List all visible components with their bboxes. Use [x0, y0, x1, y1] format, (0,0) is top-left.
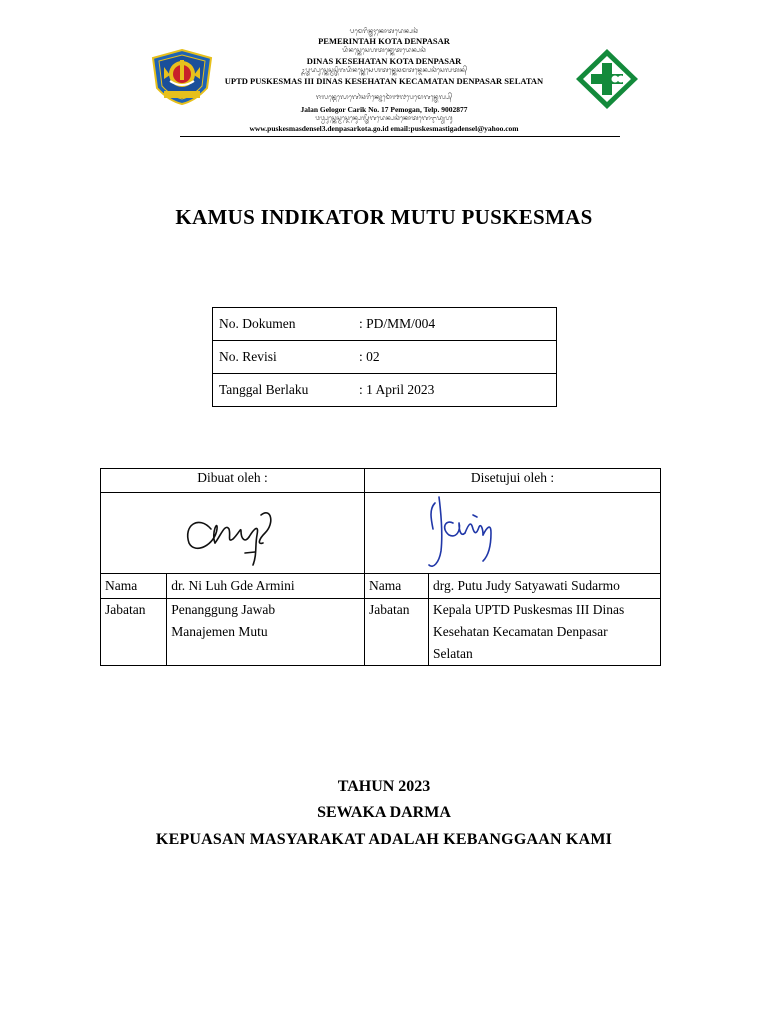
maker-position-line: Penanggung Jawab	[171, 602, 276, 617]
maker-position-label: Jabatan	[101, 599, 167, 666]
effective-date-label: Tanggal Berlaku	[213, 374, 360, 407]
letterhead-rule	[180, 136, 620, 137]
maker-signature-cell	[101, 493, 365, 574]
document-info-row	[213, 341, 557, 374]
letterhead-web-email: www.puskesmasdensel3.denpasarkota.go.id email:puskesmastigadensel@yahoo.com	[249, 124, 519, 133]
letterhead-balinese-line-1: ᬧᬫᬾᬭᬶᬦ᭄ᬢᬄᬓᭀᬢᬤᬾᬦ᭄ᬧᬲᬃ	[349, 28, 419, 35]
position-row	[101, 599, 661, 666]
letterhead-government: PEMERINTAH KOTA DENPASAR	[318, 36, 450, 46]
footer-year: TAHUN 2023	[337, 778, 431, 795]
approver-position-label: Jabatan	[365, 599, 429, 666]
maker-name-label: Nama	[101, 574, 167, 599]
document-info-row	[213, 374, 557, 407]
maker-position	[167, 599, 365, 666]
approval-table	[100, 468, 661, 666]
letterhead-balinese-line-5: ᬯᬯ᭄ᬯ᭄ᬧᬸᬲ᭄ᬓᬾᬲ᭄ᬫᬲ᭄ᬤᬾᬦ᭄ᬲᬾᬮ᭄ᬢᬶᬕᬤᬾᬦ᭄ᬧᬲᬃᬓᭀᬢᬕᭀᬇᬤ᭄ᬬᬳᬸ	[315, 115, 453, 122]
approver-name: drg. Putu Judy Satyawati Sudarmo	[429, 574, 661, 599]
approver-name-label: Nama	[365, 574, 429, 599]
letterhead-balinese-line-4: ᬚᬮᬦ᭄ᬕᬾᬮᭀᬕᭀᬃᬘᬭᬶᬓ᭄ᬦᭀᬫᭀᬃ᭑᭗ᬧᬾᬫᭀᬕᬦ᭄ᬢᬾᬮ᭄ᬧ᭄	[315, 94, 453, 101]
revision-label: No. Revisi	[213, 341, 360, 374]
approver-position	[429, 599, 661, 666]
approver-position-line: Selatan	[433, 646, 473, 661]
maker-position-line: Manajemen Mutu	[171, 624, 268, 639]
approver-position-line: Kepala UPTD Puskesmas III Dinas	[433, 602, 625, 617]
approver-signature	[369, 493, 656, 569]
document-title: KAMUS INDIKATOR MUTU PUSKESMAS	[175, 205, 593, 229]
maker-signature	[105, 493, 360, 569]
document-info-row	[213, 308, 557, 341]
footer-motto: SEWAKA DARMA	[317, 804, 451, 821]
letterhead-unit: UPTD PUSKESMAS III DINAS KESEHATAN KECAMATAN DENPASAR SELATAN	[224, 76, 544, 86]
letterhead-agency: DINAS KESEHATAN KOTA DENPASAR	[306, 56, 462, 66]
effective-date-value: : 1 April 2023	[359, 374, 557, 407]
document-info-table	[212, 307, 557, 407]
letterhead-balinese-line-2: ᬤᬶᬦᬲ᭄ᬓᬾᬲᬾᬳᬢᬦ᭄ᬓᭀᬢᬤᬾᬦ᭄ᬧᬲᬃ	[342, 47, 426, 54]
approved-by-header: Disetujui oleh :	[365, 469, 661, 493]
footer-slogan: KEPUASAN MASYARAKAT ADALAH KEBANGGAAN KAMI	[155, 831, 613, 848]
made-by-header: Dibuat oleh :	[101, 469, 365, 493]
approval-header-row	[101, 469, 661, 493]
name-row	[101, 574, 661, 599]
approver-position-line: Kesehatan Kecamatan Denpasar	[433, 624, 608, 639]
doc-number-value: : PD/MM/004	[359, 308, 557, 341]
puskesmas-cross-icon	[575, 48, 639, 110]
denpasar-city-emblem-icon	[150, 49, 214, 105]
approver-signature-cell	[365, 493, 661, 574]
revision-value: : 02	[359, 341, 557, 374]
signature-row	[101, 493, 661, 574]
letterhead-address: Jalan Gelogor Carik No. 17 Pemogan, Telp. 9002877	[300, 105, 468, 114]
doc-number-label: No. Dokumen	[213, 308, 360, 341]
maker-name: dr. Ni Luh Gde Armini	[167, 574, 365, 599]
letterhead-balinese-line-3: ᬉᬧ᭄ᬢᬤ᭄ᬧᬸᬲ᭄ᬓᬾᬲ᭄ᬫᬲ᭄ᬢᬶᬕᬤᬶᬦᬲ᭄ᬓᬾᬲᬾᬳᬢᬦ᭄ᬓᬾᬘᬫᬢᬦ᭄ᬤᬾᬦ᭄ᬧᬲᬃᬲᬾᬮᬢᬦ᭄	[300, 67, 468, 74]
letterhead	[0, 0, 768, 145]
